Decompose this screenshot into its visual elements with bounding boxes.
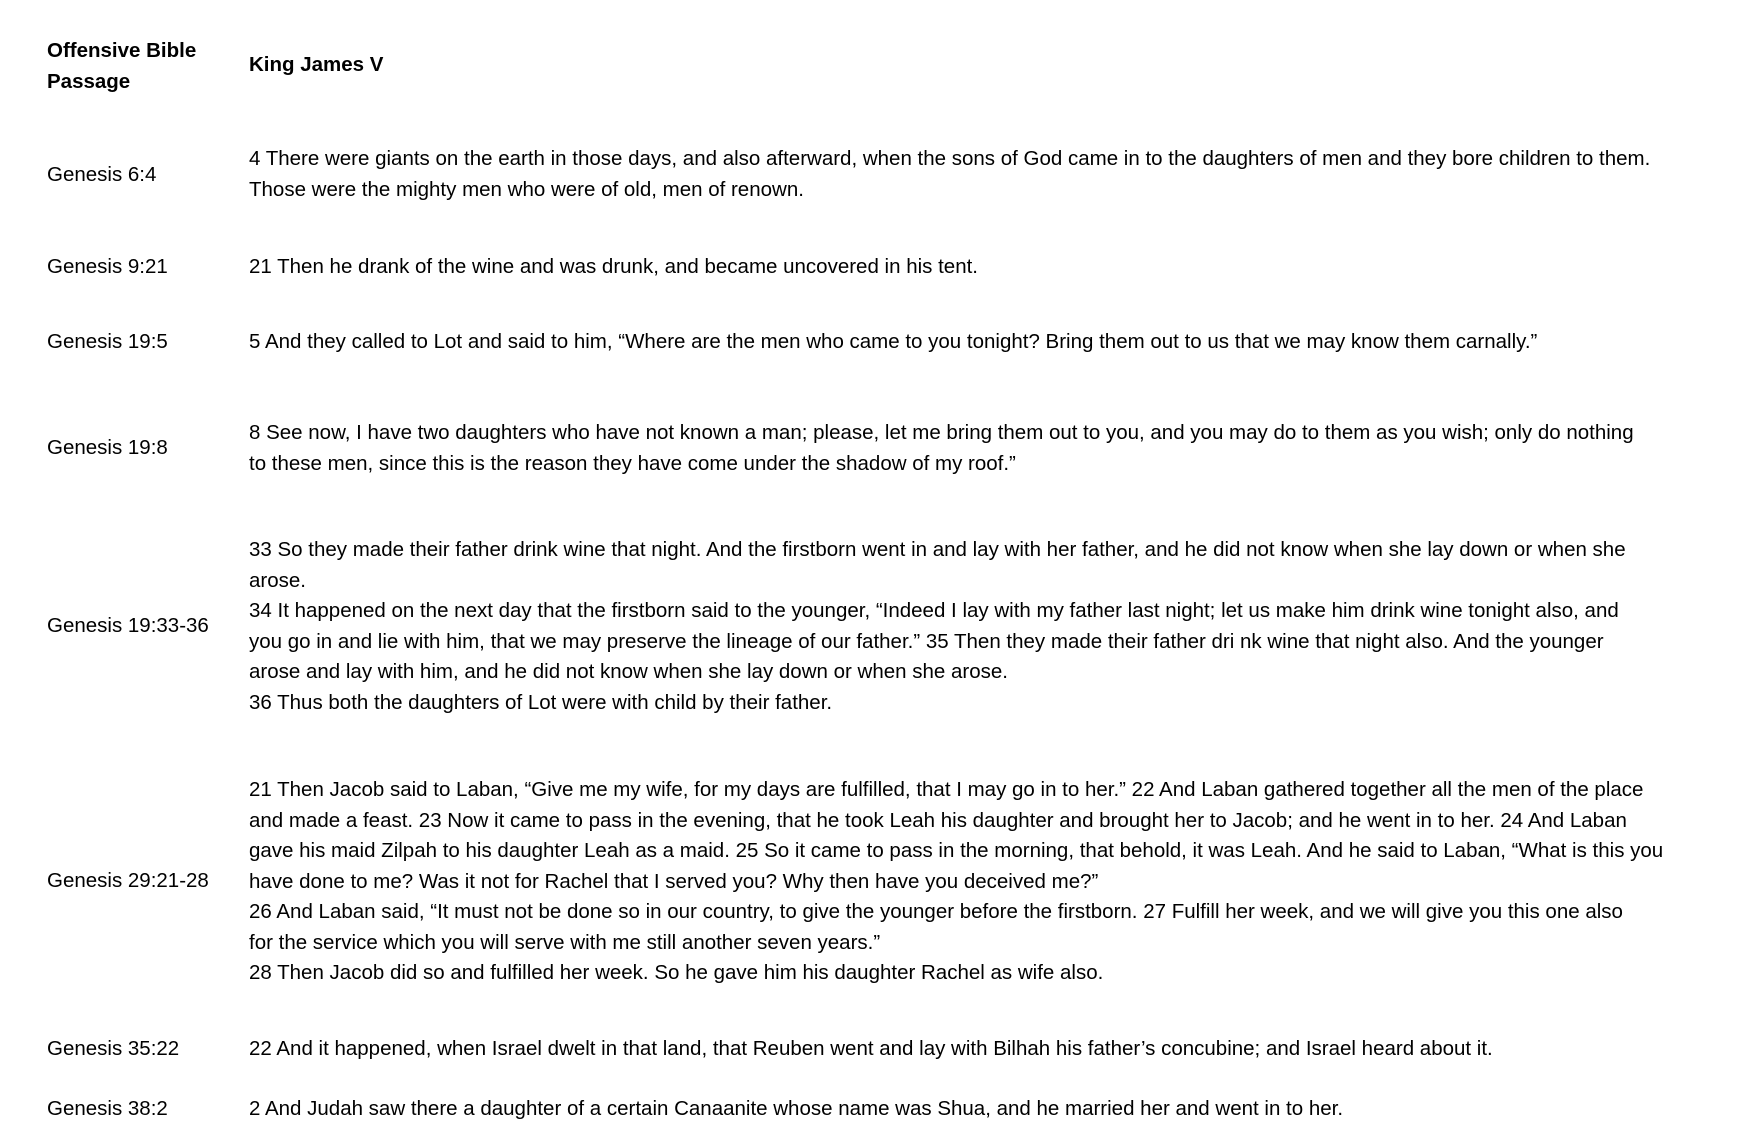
passage-text	[249, 535, 1729, 718]
passage-line: arose and lay with him, and he did not know when she lay down or when she arose.	[249, 660, 1008, 683]
header-version-label	[249, 50, 1729, 81]
passage-line: 5 And they called to Lot and said to him, “Where are the men who came to you tonight? Bring them out to us that we may know them carnally.”	[249, 330, 1538, 353]
header-passage-label-line: Passage	[47, 69, 131, 93]
passage-ref: Genesis 6:4	[47, 163, 157, 186]
passage-ref: Genesis 38:2	[47, 1097, 168, 1120]
passage-ref: Genesis 35:22	[47, 1037, 180, 1060]
passage-line: Those were the mighty men who were of old, men of renown.	[249, 177, 804, 201]
passage-ref: Genesis 19:8	[47, 436, 168, 459]
passage-line: 28 Then Jacob did so and fulfilled her week. So he gave him his daughter Rachel as wife also.	[249, 961, 1104, 984]
passage-line: you go in and lie with him, that we may preserve the lineage of our father.” 35 Then they made their father dri nk wine that night also. And the younger	[249, 629, 1604, 653]
passage-line: arose.	[249, 568, 306, 592]
passage-text	[249, 418, 1729, 479]
passage-line: 26 And Laban said, “It must not be done so in our country, to give the younger before the firstborn. 27 Fulfill her week, and we will give you this one also	[249, 900, 1623, 923]
passage-line: gave his maid Zilpah to his daughter Leah as a maid. 25 So it came to pass in the morning, that behold, it was Leah. And he said to Laban, “What is this you	[249, 839, 1664, 862]
passage-ref: Genesis 29:21-28	[47, 869, 209, 892]
passage-line: 4 There were giants on the earth in those days, and also afterward, when the sons of God came in to the daughters of men and they bore children to them.	[249, 147, 1651, 170]
passage-line: and made a feast. 23 Now it came to pass in the evening, that he took Leah his daughter and brought her to Jacob; and he went in to her. 24 And Laban	[249, 808, 1627, 832]
passage-text	[249, 327, 1729, 358]
passage-line: 33 So they made their father drink wine that night. And the firstborn went in and lay with her father, and he did not know when she lay down or when she	[249, 538, 1626, 561]
passage-line: 21 Then Jacob said to Laban, “Give me my wife, for my days are fulfilled, that I may go in to her.” 22 And Laban gathered together all the men of the place	[249, 778, 1644, 801]
passage-line: 34 It happened on the next day that the firstborn said to the younger, “Indeed I lay with my father last night; let us make him drink wine tonight also, and	[249, 599, 1619, 622]
passage-line: 22 And it happened, when Israel dwelt in that land, that Reuben went and lay with Bilhah his father’s concubine; and Israel heard about it.	[249, 1037, 1493, 1060]
passage-text	[249, 252, 1729, 283]
passage-text	[249, 775, 1729, 989]
passage-line: to these men, since this is the reason they have come under the shadow of my roof.”	[249, 451, 1016, 475]
passage-ref: Genesis 19:5	[47, 330, 168, 353]
header-passage-label	[47, 36, 237, 97]
passage-ref: Genesis 9:21	[47, 255, 168, 278]
header-version-text: King James V	[249, 53, 384, 76]
passage-ref: Genesis 19:33-36	[47, 614, 209, 637]
passage-text	[249, 1094, 1729, 1125]
passage-line: 8 See now, I have two daughters who have not known a man; please, let me bring them out to you, and you may do to them as you wish; only do nothing	[249, 421, 1634, 444]
passage-line: 21 Then he drank of the wine and was drunk, and became uncovered in his tent.	[249, 255, 978, 278]
header-passage-label-line: Offensive Bible	[47, 39, 197, 62]
passage-line: 2 And Judah saw there a daughter of a certain Canaanite whose name was Shua, and he married her and went in to her.	[249, 1097, 1344, 1120]
passage-line: 36 Thus both the daughters of Lot were with child by their father.	[249, 690, 833, 714]
passage-text	[249, 144, 1729, 205]
passage-line: for the service which you will serve with me still another seven years.”	[249, 930, 881, 954]
passage-text	[249, 1034, 1729, 1065]
passage-line: have done to me? Was it not for Rachel that I served you? Why then have you deceived me?”	[249, 869, 1099, 893]
